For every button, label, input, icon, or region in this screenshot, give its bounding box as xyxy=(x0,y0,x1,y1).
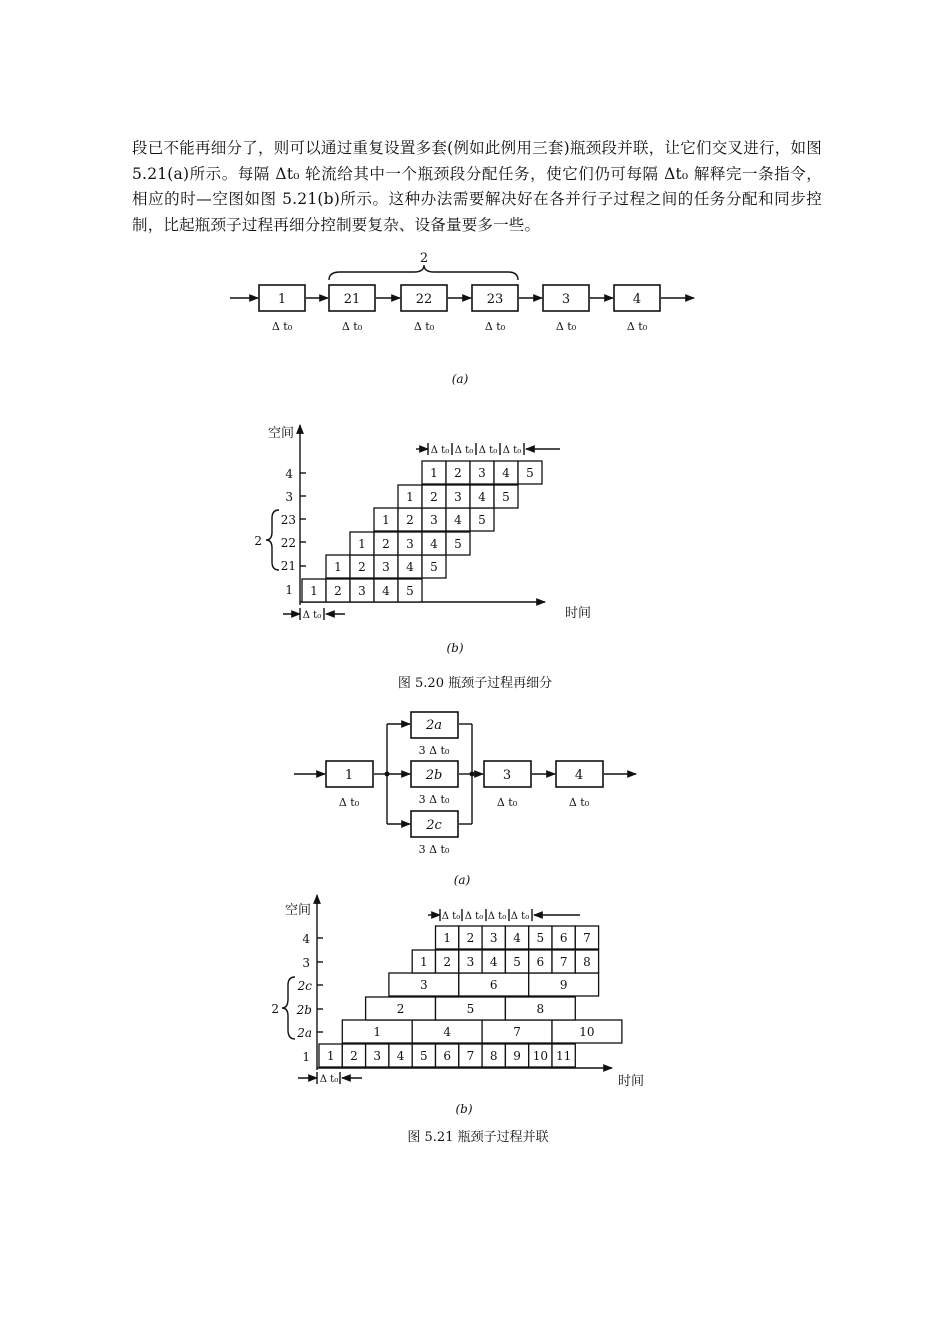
delta-t-label: Δ t₀ xyxy=(626,320,648,333)
row-label: 2a xyxy=(297,1026,312,1040)
stage-label: 2c xyxy=(426,818,442,833)
row-label: 4 xyxy=(302,932,310,946)
body-paragraph: 段已不能再细分了，则可以通过重复设置多套(例如此例用三套)瓶颈段并联，让它们交叉进行，如图 5.21(a)所示。每隔 Δt₀ 轮流给其中一个瓶颈段分配任务，使它们仍可每隔 Δt₀ 解释完一条指令，相应的时—空图如图 5.21(b)所示。这种办法需要解决好在各并行子过程之间的任务分配和同步控制，比起瓶颈子过程再细分控制要复杂、设备量要多一些。 xyxy=(132,139,822,234)
instruction-cell-label: 3 xyxy=(478,466,486,480)
instruction-cell-label: 4 xyxy=(406,560,414,574)
stage-label: 2b xyxy=(425,768,443,783)
instruction-cell-label: 4 xyxy=(382,584,390,598)
x-axis-title: 时间 xyxy=(565,606,592,621)
delta-t-label: 3 Δ t₀ xyxy=(418,744,450,757)
instruction-cell-label: 1 xyxy=(358,537,366,551)
row-group-brace xyxy=(282,977,295,1039)
delta-t-label: Δ t₀ xyxy=(338,796,360,809)
row-group-label: 2 xyxy=(271,1002,279,1016)
x-axis-title: 时间 xyxy=(618,1074,645,1089)
instruction-cell-label: 3 xyxy=(454,490,462,504)
instruction-cell-label: 5 xyxy=(406,584,414,598)
row1-cell-label: 10 xyxy=(532,1049,548,1063)
instruction-cell-label: 1 xyxy=(310,584,318,598)
row-label: 2b xyxy=(296,1003,312,1017)
instruction-cell-label: 3 xyxy=(430,513,438,527)
row1-cell-label: 8 xyxy=(489,1049,498,1063)
instruction-cell-label: 2 xyxy=(454,466,462,480)
instruction-cell-label: 1 xyxy=(334,560,342,574)
stage-label: 23 xyxy=(486,292,504,307)
subfigure-label: (b) xyxy=(446,641,464,655)
delta-t-label: Δ t₀ xyxy=(502,445,522,456)
row-label: 21 xyxy=(280,559,296,573)
delta-t-label: Δ t₀ xyxy=(430,445,450,456)
row-group-label: 2 xyxy=(254,534,262,548)
delta-t-label: Δ t₀ xyxy=(484,320,506,333)
delta-t-label: Δ t₀ xyxy=(441,911,461,922)
instruction-cell-label: 1 xyxy=(406,490,414,504)
instruction-cell-label: 3 xyxy=(382,560,390,574)
stage-label: 1 xyxy=(344,768,354,783)
delta-t-label: Δ t₀ xyxy=(464,911,484,922)
y-axis-title: 空间 xyxy=(268,426,295,441)
row3-cell-label: 1 xyxy=(420,955,428,969)
row-label: 1 xyxy=(302,1050,310,1064)
subfigure-label: (b) xyxy=(455,1102,473,1116)
row1-cell-label: 1 xyxy=(326,1049,335,1063)
stage-label: 22 xyxy=(415,292,433,307)
row3-cell-label: 4 xyxy=(489,955,498,969)
delta-t-label: Δ t₀ xyxy=(568,796,590,809)
delta-t-label: Δ t₀ xyxy=(302,610,322,621)
row2c-cell-label: 6 xyxy=(489,978,498,992)
row4-cell-label: 4 xyxy=(513,931,521,945)
instruction-cell-label: 1 xyxy=(430,466,438,480)
row-label: 22 xyxy=(280,536,296,550)
delta-t-label: Δ t₀ xyxy=(341,320,363,333)
row3-cell-label: 6 xyxy=(536,955,545,969)
instruction-cell-label: 4 xyxy=(478,490,486,504)
instruction-cell-label: 4 xyxy=(454,513,462,527)
instruction-cell-label: 2 xyxy=(382,537,390,551)
delta-t-label: 3 Δ t₀ xyxy=(418,843,450,856)
delta-t-label: Δ t₀ xyxy=(319,1074,339,1085)
row1-cell-label: 11 xyxy=(556,1049,572,1063)
row3-cell-label: 5 xyxy=(513,955,521,969)
delta-t-label: Δ t₀ xyxy=(487,911,507,922)
instruction-cell-label: 1 xyxy=(382,513,390,527)
row-label: 23 xyxy=(280,513,296,527)
delta-t-label: Δ t₀ xyxy=(454,445,474,456)
row4-cell-label: 1 xyxy=(443,931,451,945)
row2b-cell-label: 2 xyxy=(396,1002,405,1016)
instruction-cell-label: 4 xyxy=(430,537,438,551)
figure-caption: 图 5.21 瓶颈子过程并联 xyxy=(407,1130,549,1145)
delta-t-label: Δ t₀ xyxy=(555,320,577,333)
delta-t-label: Δ t₀ xyxy=(413,320,435,333)
row1-cell-label: 5 xyxy=(420,1049,428,1063)
group-brace xyxy=(329,265,518,280)
row-label: 3 xyxy=(285,490,293,504)
row1-cell-label: 3 xyxy=(373,1049,382,1063)
row4-cell-label: 3 xyxy=(489,931,498,945)
instruction-cell-label: 5 xyxy=(502,490,510,504)
instruction-cell-label: 5 xyxy=(526,466,534,480)
figure-caption: 图 5.20 瓶颈子过程再细分 xyxy=(397,676,553,691)
row-label: 2c xyxy=(297,979,312,993)
fig521b-space-time xyxy=(271,895,644,1116)
row2c-cell-label: 3 xyxy=(420,978,428,992)
row2a-cell-label: 1 xyxy=(373,1025,382,1039)
instruction-cell-label: 2 xyxy=(334,584,342,598)
row-label: 3 xyxy=(302,956,310,970)
row-group-brace xyxy=(266,510,279,570)
stage-label: 3 xyxy=(502,768,512,783)
stage-label: 3 xyxy=(561,292,571,307)
row4-cell-label: 7 xyxy=(583,931,591,945)
row4-cell-label: 2 xyxy=(466,931,475,945)
stage-label: 1 xyxy=(277,292,287,307)
delta-t-label: Δ t₀ xyxy=(510,911,530,922)
row4-cell-label: 6 xyxy=(559,931,568,945)
instruction-cell-label: 5 xyxy=(454,537,462,551)
instruction-cell-label: 5 xyxy=(430,560,438,574)
fig520a-pipeline xyxy=(230,251,694,386)
instruction-cell-label: 5 xyxy=(478,513,486,527)
row3-cell-label: 8 xyxy=(583,955,591,969)
row2b-cell-label: 8 xyxy=(536,1002,545,1016)
row3-cell-label: 7 xyxy=(559,955,568,969)
y-axis-title: 空间 xyxy=(285,903,312,918)
space-time-grid xyxy=(302,461,542,602)
row2b-cell-label: 5 xyxy=(466,1002,475,1016)
instruction-cell-label: 2 xyxy=(358,560,366,574)
subfigure-label: (a) xyxy=(451,372,469,386)
row1-cell-label: 9 xyxy=(513,1049,521,1063)
instruction-cell-label: 4 xyxy=(502,466,510,480)
instruction-cell-label: 2 xyxy=(406,513,414,527)
row2a-cell-label: 4 xyxy=(443,1025,451,1039)
row1-cell-label: 2 xyxy=(350,1049,358,1063)
row3-cell-label: 2 xyxy=(443,955,451,969)
delta-t-label: Δ t₀ xyxy=(478,445,498,456)
row3-cell-label: 3 xyxy=(466,955,475,969)
instruction-cell-label: 3 xyxy=(406,537,414,551)
delta-t-label: 3 Δ t₀ xyxy=(418,793,450,806)
row4-cell-label: 5 xyxy=(536,931,545,945)
brace-label: 2 xyxy=(419,251,429,266)
subfigure-label: (a) xyxy=(453,873,471,887)
delta-t-label: Δ t₀ xyxy=(271,320,293,333)
space-time-grid xyxy=(319,926,622,1067)
instruction-cell-label: 3 xyxy=(358,584,366,598)
row2a-cell-label: 7 xyxy=(513,1025,521,1039)
row1-cell-label: 4 xyxy=(396,1049,405,1063)
row-label: 4 xyxy=(285,467,293,481)
stage-label: 4 xyxy=(574,768,584,783)
stage-label: 4 xyxy=(632,292,642,307)
delta-t-label: Δ t₀ xyxy=(496,796,518,809)
stage-label: 2a xyxy=(425,718,443,733)
fig521a-parallel-pipeline xyxy=(294,712,636,887)
row1-cell-label: 6 xyxy=(443,1049,451,1063)
fig520b-space-time xyxy=(254,425,591,655)
stage-label: 21 xyxy=(343,292,361,307)
instruction-cell-label: 2 xyxy=(430,490,438,504)
row1-cell-label: 7 xyxy=(466,1049,475,1063)
row2a-cell-label: 10 xyxy=(579,1025,595,1039)
row2c-cell-label: 9 xyxy=(559,978,568,992)
row-label: 1 xyxy=(285,583,293,597)
